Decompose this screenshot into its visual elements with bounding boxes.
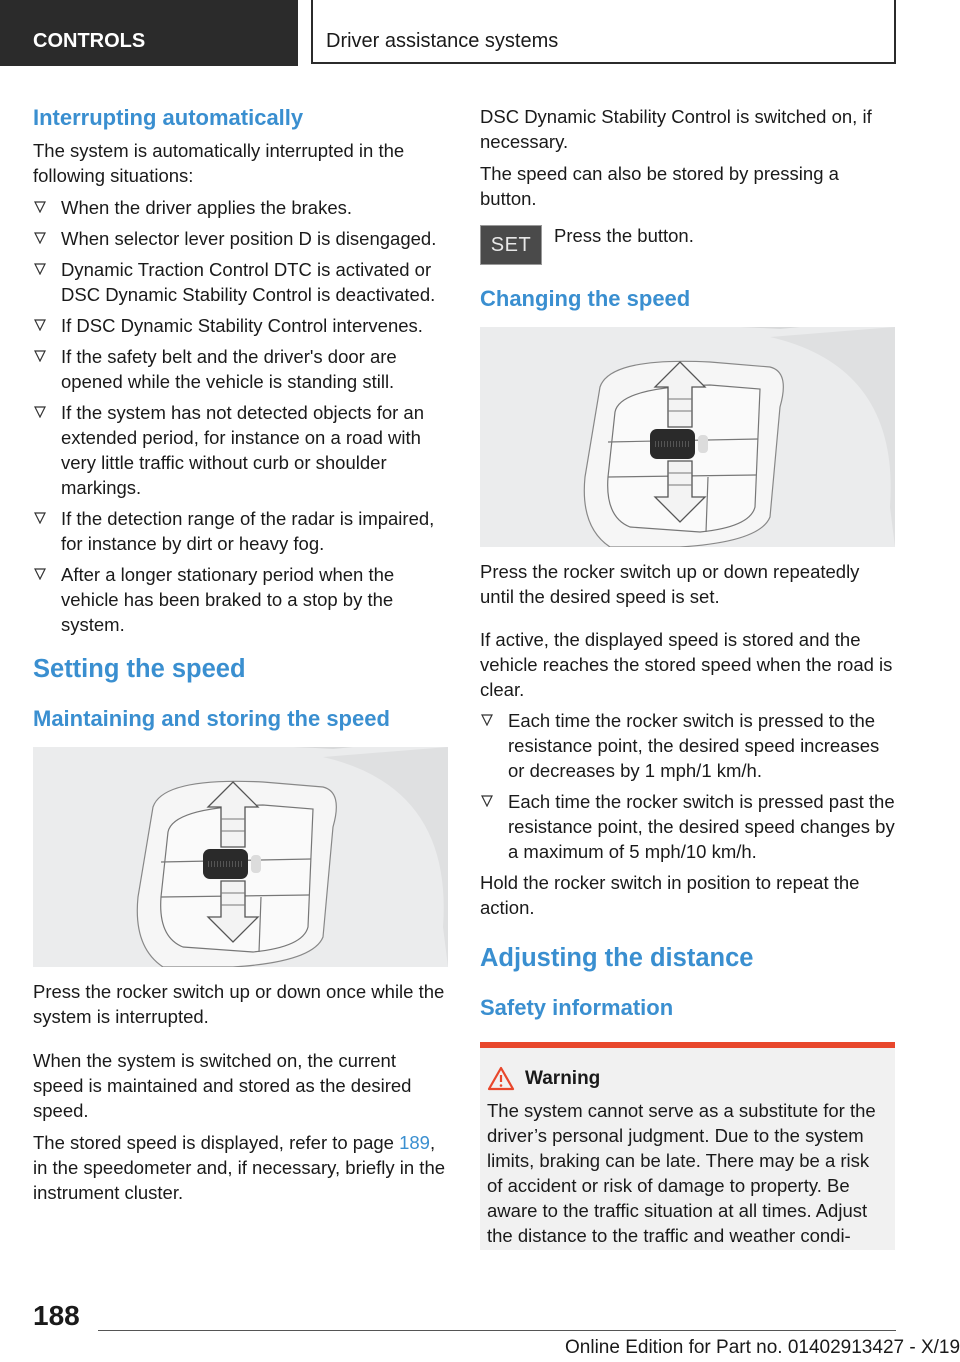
rocker-switch-illustration [480,327,895,547]
bullet-triangle-icon [34,319,46,331]
chapter-label: Driver assistance systems [311,0,896,64]
bullet-triangle-icon [481,714,493,726]
page-number: 188 [33,1300,80,1331]
warning-box [480,1042,895,1250]
left-column [33,100,448,1205]
heading-setting-speed: Setting the speed [33,655,246,683]
hold-text: Hold the rocker switch in position to repeat the action. [480,872,860,918]
list-item: Each time the rocker switch is pressed past the resistance point, the desired speed changes by a maximum of 5 mph/10 km/h. [480,789,895,864]
switched-on-text: When the system is switched on, the current speed is maintained and stored as the desired speed. [33,1050,412,1121]
list-item: When selector lever position D is disengaged. [33,226,448,251]
right-column [480,100,895,1250]
press-button-text: Press the button. [554,225,694,246]
set-button-icon: SET [480,225,542,265]
list-item: Each time the rocker switch is pressed to the resistance point, the desired speed increases or decreases by 1 mph/1 km/h. [480,708,895,783]
rocker-switch-illustration [33,747,448,967]
list-item: After a longer stationary period when the vehicle has been braked to a stop by the system. [33,562,448,637]
interrupting-list [33,195,448,637]
bullet-triangle-icon [34,350,46,362]
footer-divider [98,1330,896,1331]
list-item: If the safety belt and the driver's door are opened while the vehicle is standing still. [33,344,448,394]
list-item: If the system has not detected objects for an extended period, for instance on a road with very little traffic without curb or shoulder markings. [33,400,448,500]
change-speed-list [480,708,895,864]
set-button-row [480,225,895,275]
warning-header [487,1066,888,1094]
bullet-triangle-icon [34,232,46,244]
warning-triangle-icon [487,1066,515,1092]
footer-edition: Online Edition for Part no. 01402913427 - X/19 [565,1337,960,1358]
press-repeatedly-text: Press the rocker switch up or down repeatedly until the desired speed is set. [480,561,860,607]
page-reference-link[interactable]: 189 [399,1132,430,1153]
bullet-triangle-icon [34,263,46,275]
steering-wheel-figure-2 [480,327,895,547]
bullet-triangle-icon [34,512,46,524]
bullet-triangle-icon [34,568,46,580]
bullet-triangle-icon [34,406,46,418]
heading-interrupting: Interrupting automatically [33,105,304,130]
steering-wheel-figure-1 [33,747,448,967]
button-store-text: The speed can also be stored by pressing a button. [480,163,839,209]
if-active-text: If active, the displayed speed is stored and the vehicle reaches the stored speed when the road is clear. [480,629,893,700]
interrupting-intro: The system is automatically interrupted in the following situations: [33,140,405,186]
page-header [0,0,960,66]
warning-body: The system cannot serve as a substitute for the driver’s personal judgment. Due to the system limits, braking can be late. There may be a risk of accident or risk of damage to property. Be aware to the traffic situation at all times. Adjust the distance to the traffic and weather condi- [487,1100,876,1246]
section-label: CONTROLS [0,0,298,66]
heading-maintaining: Maintaining and storing the speed [33,706,390,731]
dsc-text: DSC Dynamic Stability Control is switched on, if necessary. [480,106,872,152]
heading-changing-speed: Changing the speed [480,286,691,311]
list-item: Dynamic Traction Control DTC is activated or DSC Dynamic Stability Control is deactivated. [33,257,448,307]
list-item: If DSC Dynamic Stability Control intervenes. [33,313,448,338]
press-once-text: Press the rocker switch up or down once while the system is interrupted. [33,981,445,1027]
stored-speed-text: The stored speed is displayed, refer to page 189, in the speedometer and, if necessary, briefly in the instrument cluster. [33,1132,446,1203]
warning-title: Warning [525,1068,601,1089]
bullet-triangle-icon [481,795,493,807]
list-item: If the detection range of the radar is impaired, for instance by dirt or heavy fog. [33,506,448,556]
heading-adjusting-distance: Adjusting the distance [480,944,754,972]
list-item: When the driver applies the brakes. [33,195,448,220]
bullet-triangle-icon [34,201,46,213]
heading-safety-info: Safety information [480,995,674,1020]
